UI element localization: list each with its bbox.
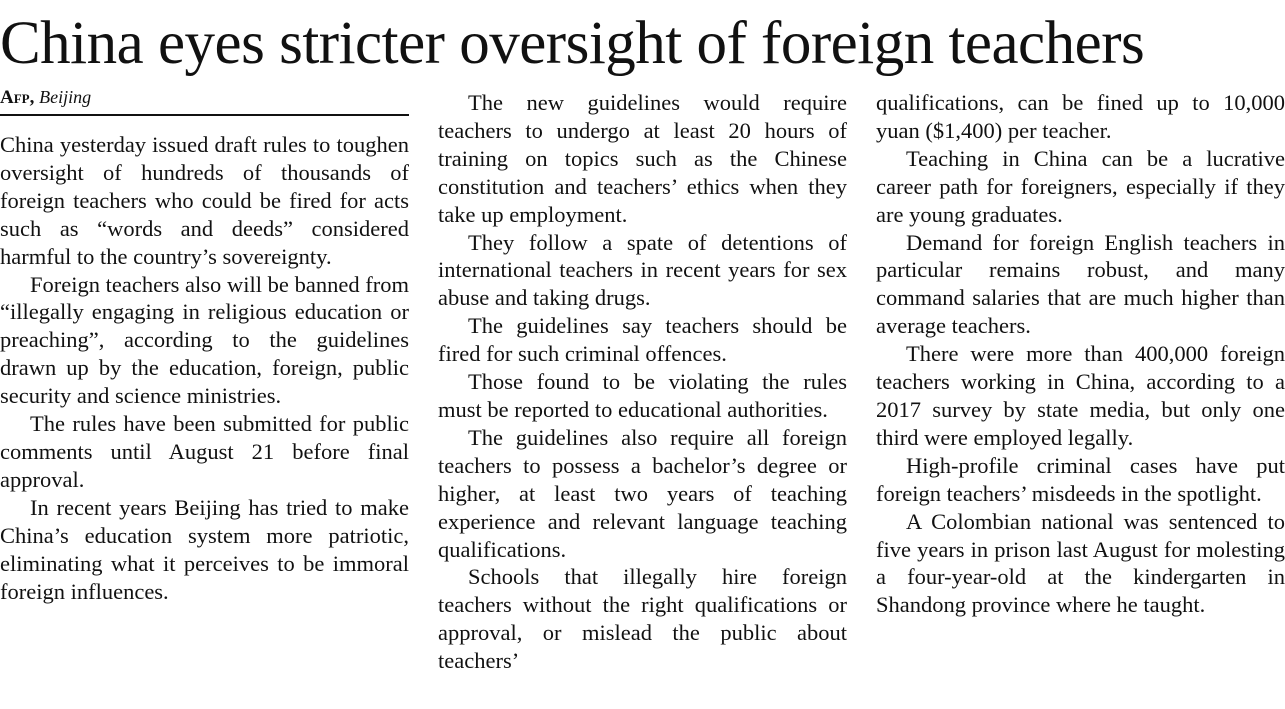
paragraph: The guidelines say teachers should be fired for such criminal offences. xyxy=(438,313,847,367)
byline-agency: Afp, xyxy=(0,87,35,108)
paragraph: High-profile criminal cases have put foreign teachers’ misdeeds in the spotlight. xyxy=(876,452,1285,506)
article-column-1 xyxy=(0,131,409,605)
paragraph-continued: qualifications, can be fined up to 10,000 yuan ($1,400) per teacher. xyxy=(876,90,1285,143)
paragraph: Demand for foreign English teachers in particular remains robust, and many command salaries that are much higher than average teachers. xyxy=(876,229,1285,339)
paragraph: Those found to be violating the rules must be reported to educational authorities. xyxy=(438,369,847,422)
article-column-2 xyxy=(438,89,847,675)
paragraph: Schools that illegally hire foreign teachers without the right qualifications or approval, or mislead the public about teachers’ xyxy=(438,564,847,674)
byline xyxy=(0,84,409,116)
headline: China eyes stricter oversight of foreign teachers xyxy=(0,10,1145,77)
paragraph: Teaching in China can be a lucrative career path for foreigners, especially if they are young graduates. xyxy=(876,145,1285,227)
article-column-3 xyxy=(876,89,1285,619)
paragraph: Foreign teachers also will be banned from “illegally engaging in religious education or preaching”, according to the guidelines drawn up by the education, foreign, public security and science ministries. xyxy=(0,271,409,409)
paragraph: China yesterday issued draft rules to toughen oversight of hundreds of thousands of foreign teachers who could be fired for acts such as “words and deeds” considered harmful to the country’s sovereignty. xyxy=(0,132,409,269)
paragraph: In recent years Beijing has tried to make China’s education system more patriotic, eliminating what it perceives to be immoral foreign influences. xyxy=(0,494,409,604)
paragraph: The new guidelines would require teachers to undergo at least 20 hours of training on topics such as the Chinese constitution and teachers’ ethics when they take up employment. xyxy=(438,90,847,227)
paragraph: They follow a spate of detentions of international teachers in recent years for sex abuse and taking drugs. xyxy=(438,229,847,311)
paragraph: The guidelines also require all foreign teachers to possess a bachelor’s degree or higher, at least two years of teaching experience and relevant language teaching qualifications. xyxy=(438,424,847,562)
paragraph: A Colombian national was sentenced to five years in prison last August for molesting a four-year-old at the kindergarten in Shandong province where he taught. xyxy=(876,508,1285,618)
byline-location: Beijing xyxy=(39,87,92,107)
paragraph: The rules have been submitted for public comments until August 21 before final approval. xyxy=(0,411,409,492)
paragraph: There were more than 400,000 foreign teachers working in China, according to a 2017 survey by state media, but only one third were employed legally. xyxy=(876,341,1285,450)
